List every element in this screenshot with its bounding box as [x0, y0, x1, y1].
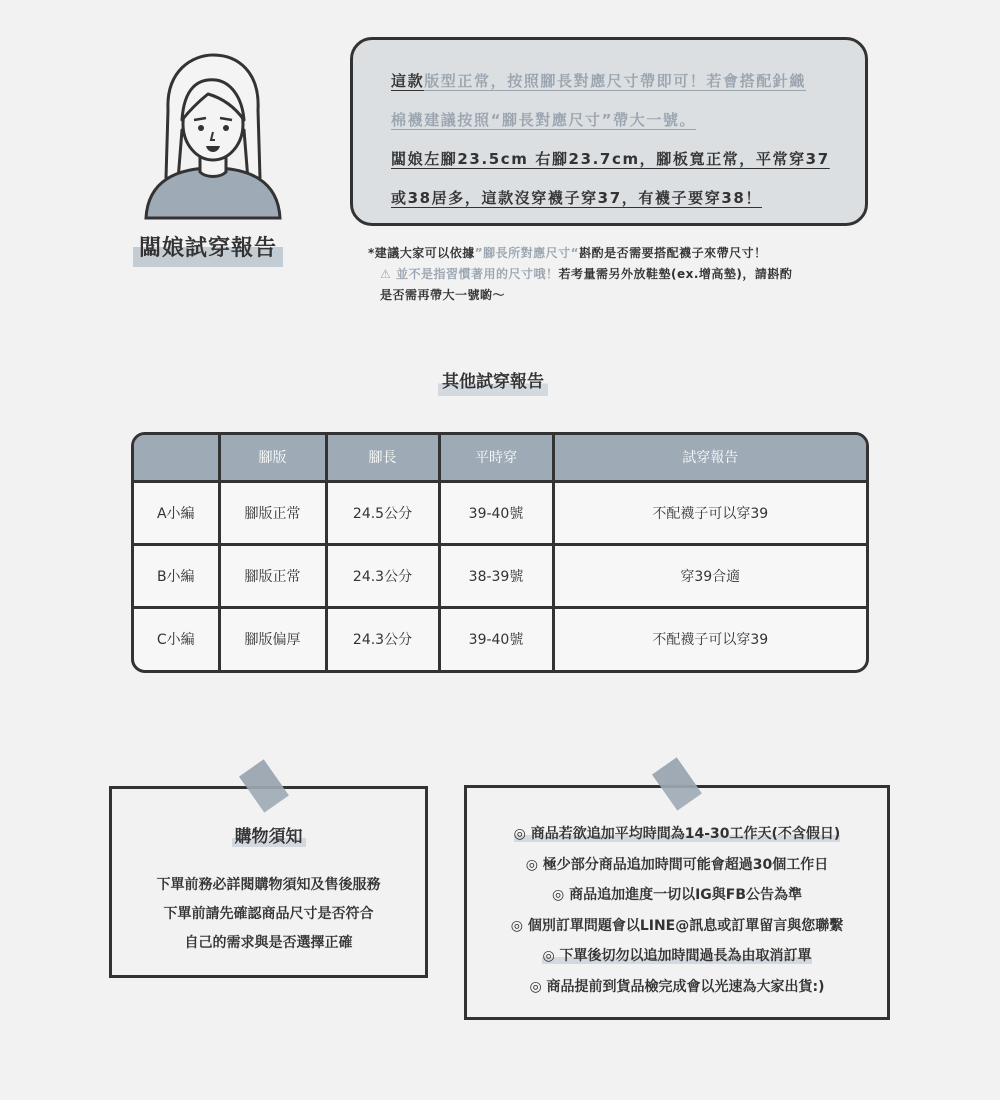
- restock-notice-lines: [467, 819, 887, 1002]
- header-cell-foot-type: 腳版: [219, 435, 326, 481]
- header-cell-blank: [134, 435, 219, 481]
- cell-report: 不配襪子可以穿39: [553, 481, 866, 544]
- restock-line: ◎ 個別訂單問題會以LINE@訊息或訂單留言與您聯繫: [510, 917, 844, 934]
- other-reports-title: 其他試穿報告: [438, 368, 548, 396]
- owner-fitting-report-title: 闆娘試穿報告: [133, 231, 283, 267]
- header-cell-usual-size: 平時穿: [439, 435, 553, 481]
- comment-line-1-lead: 這款: [391, 72, 425, 90]
- note-line-1: [368, 243, 868, 264]
- table-row: [134, 607, 866, 670]
- cell-usual-size: 38-39號: [439, 544, 553, 607]
- cell-editor: A小編: [134, 481, 219, 544]
- purchase-line: 下單前務必詳閱購物須知及售後服務: [156, 877, 381, 893]
- fitting-table: [134, 435, 866, 670]
- cell-report: 穿39合適: [553, 544, 866, 607]
- note-line-1-c: 斟酌是否需要搭配襪子來帶尺寸！: [579, 246, 767, 260]
- size-advice-note: [368, 243, 868, 306]
- note-line-3: 是否需再帶大一號喲～: [380, 288, 506, 302]
- cell-foot-type: 腳版正常: [219, 544, 326, 607]
- comment-line-4: [391, 179, 865, 218]
- note-line-1-highlight: ”腳長所對應尺寸“: [474, 246, 580, 260]
- purchase-notice-title: 購物須知: [232, 827, 306, 847]
- restock-line: ◎ 極少部分商品追加時間可能會超過30個工作日: [525, 856, 829, 873]
- comment-line-3-body: 闆娘左腳23.5cm 右腳23.7cm，腳板寬正常，平常穿37: [391, 150, 830, 168]
- note-line-2-b: 若考量需另外放鞋墊(ex.增高墊)，請斟酌: [558, 267, 793, 281]
- comment-line-1: [391, 62, 865, 101]
- cell-usual-size: 39-40號: [439, 481, 553, 544]
- comment-line-3: [391, 140, 865, 179]
- note-line-2: [368, 264, 868, 285]
- restock-line-text: ◎ 商品若欲追加平均時間為14-30工作天(不含假日): [513, 826, 841, 842]
- purchase-line: 下單前請先確認商品尺寸是否符合: [163, 906, 374, 922]
- cell-foot-length: 24.3公分: [326, 544, 439, 607]
- table-row: [134, 544, 866, 607]
- note-line-2-highlight: 並不是指習慣著用的尺寸哦！: [395, 267, 559, 281]
- cell-usual-size: 39-40號: [439, 607, 553, 670]
- cell-editor: B小編: [134, 544, 219, 607]
- cell-report: 不配襪子可以穿39: [652, 632, 769, 649]
- restock-notice-box: [464, 785, 890, 1020]
- purchase-notice-title-wrap: [112, 822, 425, 847]
- note-line-1-a: *建議大家可以依據: [368, 246, 475, 260]
- purchase-line: 自己的需求與是否選擇正確: [184, 935, 353, 951]
- restock-line: [467, 941, 887, 972]
- table-header-row: [134, 435, 866, 481]
- restock-line: ◎ 商品追加進度一切以IG與FB公告為準: [551, 887, 803, 903]
- header-cell-foot-length: 腳長: [326, 435, 439, 481]
- table-row: [134, 481, 866, 544]
- purchase-notice-box: [109, 786, 428, 978]
- comment-line-2: [391, 101, 865, 140]
- owner-avatar-illustration: [138, 50, 288, 220]
- cell-foot-length: 24.3公分: [326, 607, 439, 670]
- comment-line-2-body: 棉襪建議按照“腳長對應尺寸”帶大一號。: [391, 111, 697, 129]
- fitting-report-table: [131, 432, 869, 673]
- comment-line-1-body: 版型正常，按照腳長對應尺寸帶即可！若會搭配針織: [424, 72, 807, 90]
- owner-comment-card: [350, 37, 868, 226]
- header-cell-report: 試穿報告: [553, 435, 866, 481]
- comment-line-4-body: 或38居多，這款沒穿襪子穿37，有襪子要穿38！: [391, 189, 763, 207]
- restock-line: ◎ 商品提前到貨品檢完成會以光速為大家出貨:): [529, 978, 825, 995]
- warning-icon: ⚠: [380, 267, 392, 281]
- purchase-notice-lines: [112, 871, 425, 958]
- cell-foot-type: 腳版正常: [219, 481, 326, 544]
- cell-foot-length: 24.5公分: [326, 481, 439, 544]
- restock-line: [467, 819, 887, 850]
- cell-foot-type: 腳版偏厚: [219, 607, 326, 670]
- cell-editor: C小編: [134, 607, 219, 670]
- restock-line-text: ◎ 下單後切勿以追加時間過長為由取消訂單: [542, 948, 812, 964]
